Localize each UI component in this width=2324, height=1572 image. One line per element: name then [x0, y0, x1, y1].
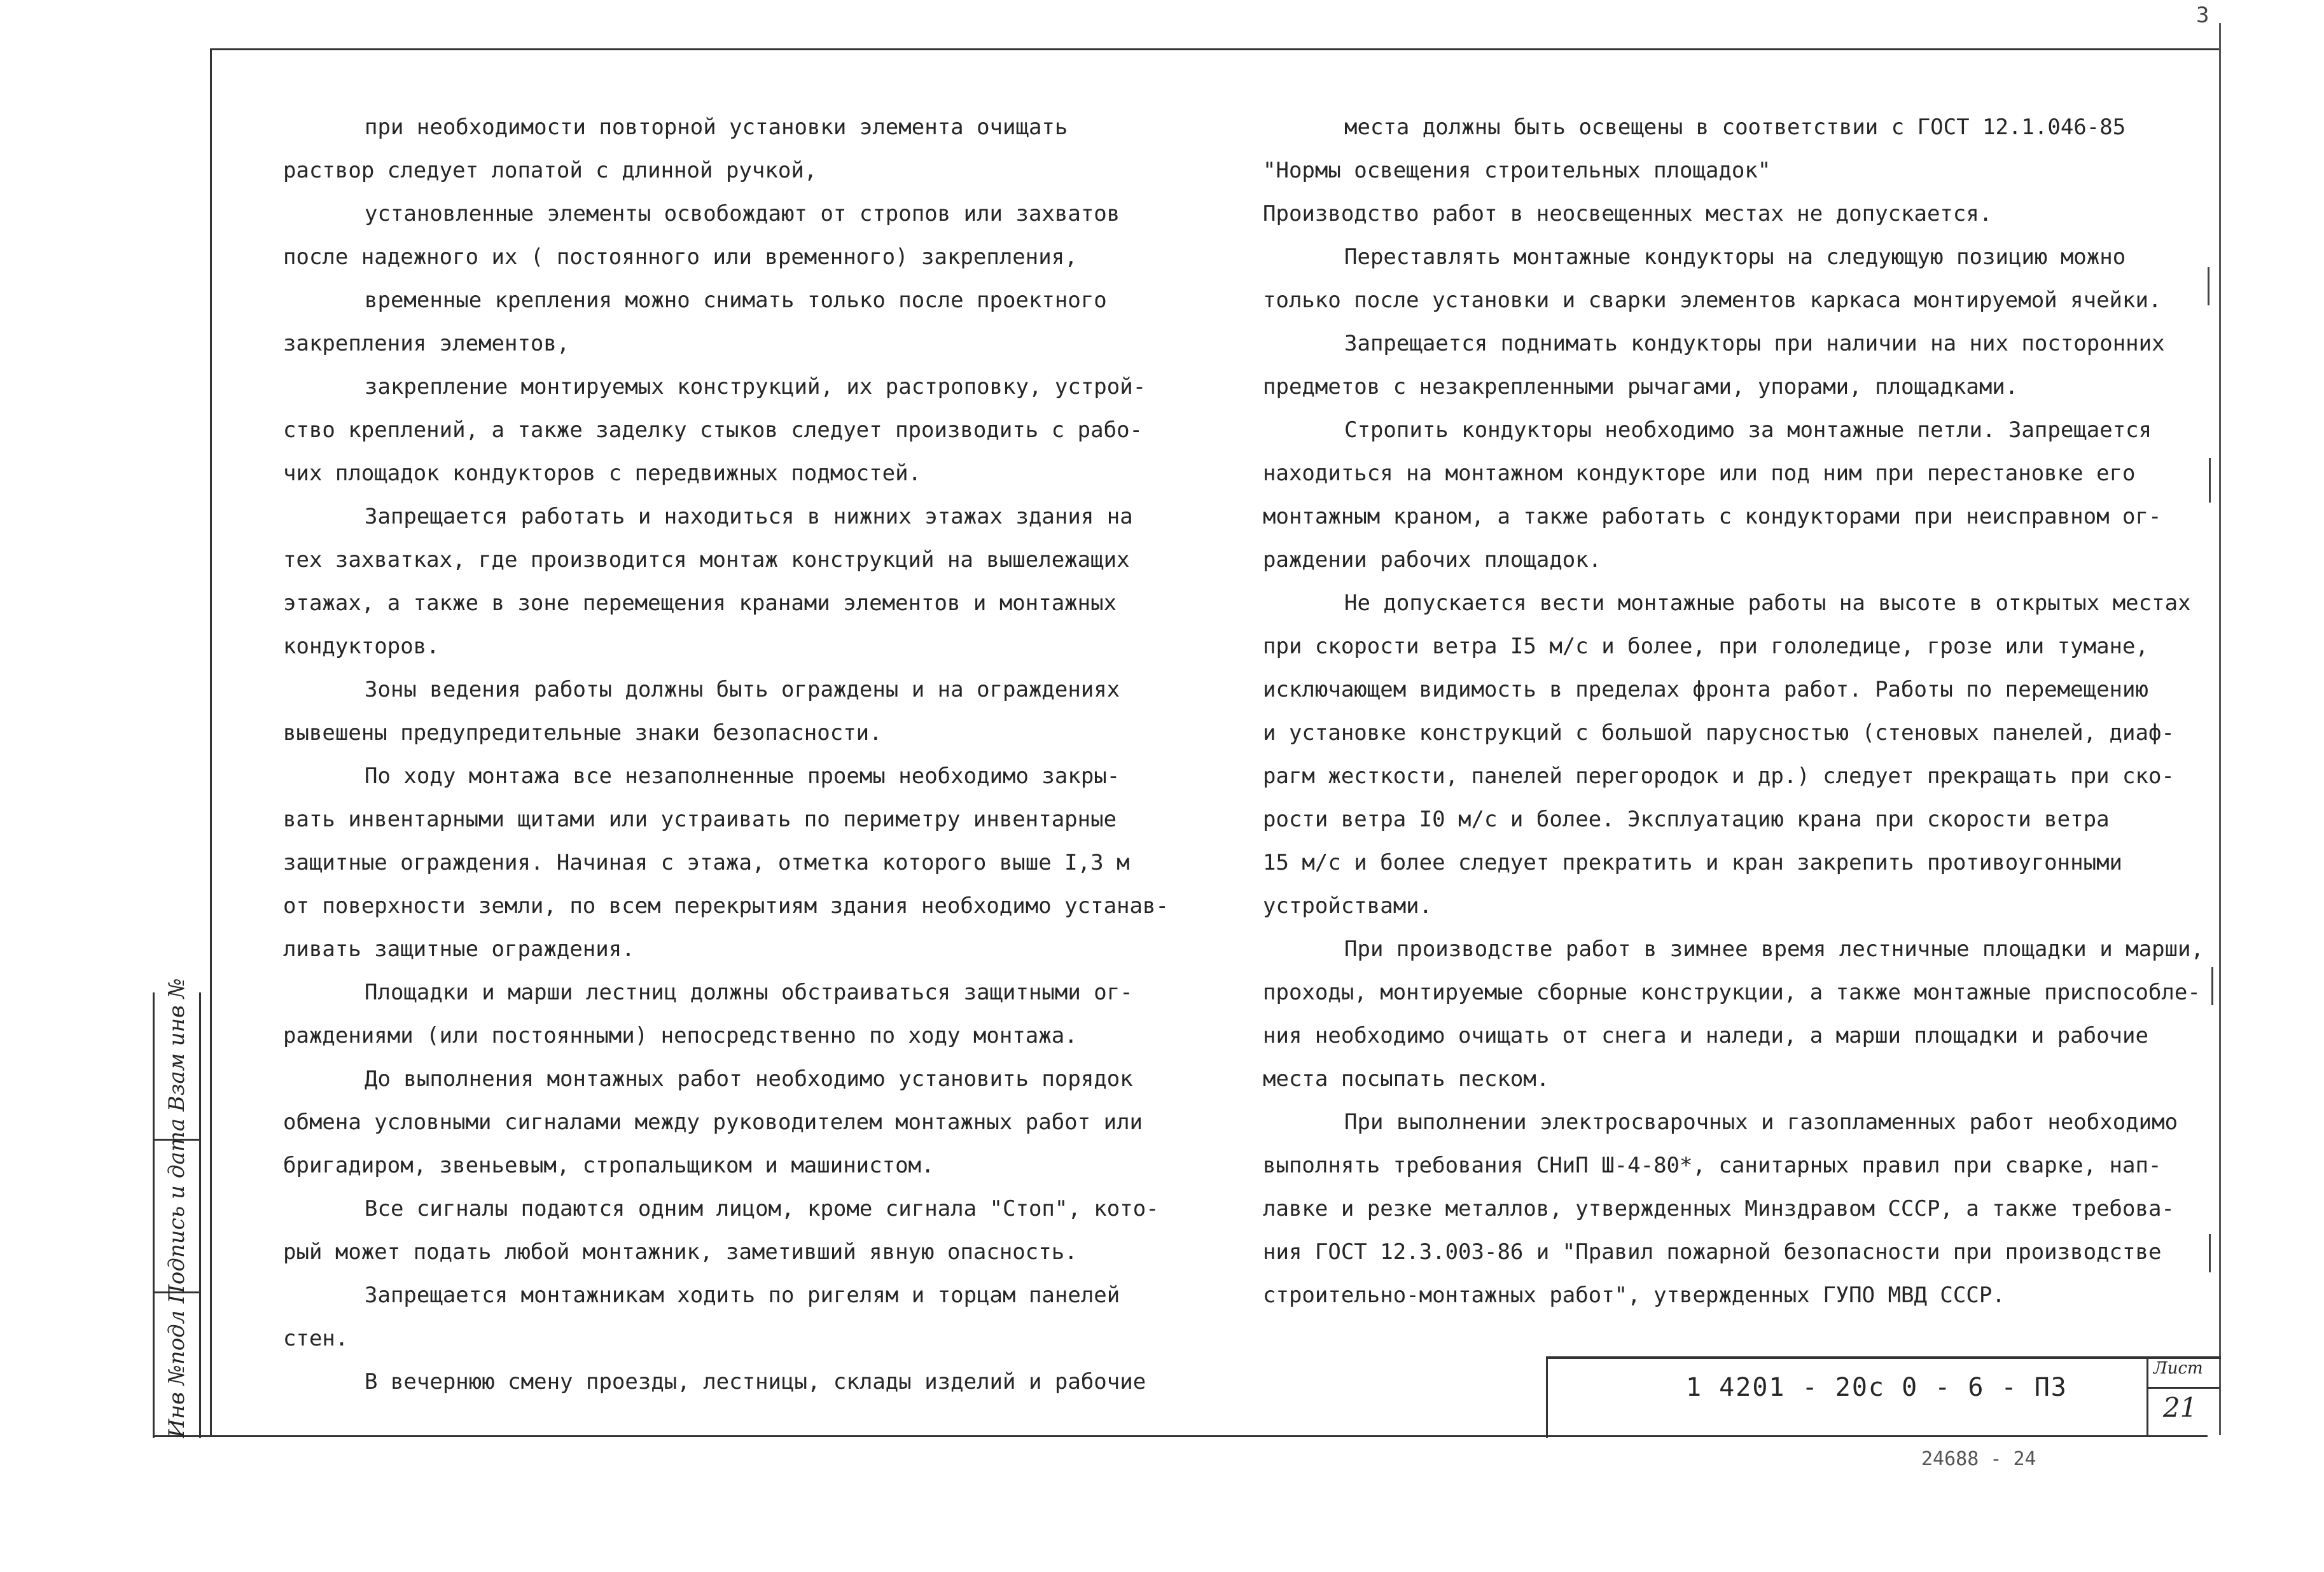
text-line: защитные ограждения. Начиная с этажа, отметка которого выше I,3 м [283, 850, 1130, 875]
text-line: "Нормы освещения строительных площадок" [1263, 158, 1771, 183]
text-line: лавке и резке металлов, утвержденных Минздравом СССР, а также требова- [1263, 1196, 2174, 1221]
inventory-number: 24688 - 24 [1921, 1448, 2036, 1470]
margin-mark [2209, 1234, 2211, 1272]
text-line: Стропить кондукторы необходимо за монтажные петли. Запрещается [1344, 417, 2152, 443]
paragraph [283, 495, 1161, 668]
text-line: рый может подать любой монтажник, заметивший явную опасность. [283, 1239, 1078, 1265]
text-line: 15 м/с и более следует прекратить и кран закрепить противоугонными [1263, 850, 2123, 875]
paragraph [1263, 322, 2204, 408]
text-line: рагм жесткости, панелей перегородок и др.) следует прекращать при ско- [1263, 763, 2174, 789]
text-line: только после установки и сварки элементов каркаса монтируемой ячейки. [1263, 288, 2162, 313]
text-line: вать инвентарными щитами или устраивать по периметру инвентарные [283, 807, 1117, 832]
text-line: при скорости ветра I5 м/с и более, при гололедице, грозе или тумане, [1263, 634, 2148, 659]
margin-mark [2209, 458, 2211, 503]
frame-right-line [2219, 23, 2221, 1435]
paragraph [283, 106, 1161, 192]
paragraph [283, 1057, 1161, 1187]
paragraph [283, 279, 1161, 365]
paragraph [1263, 106, 2204, 235]
margin-mark [2211, 967, 2213, 1005]
text-line: До выполнения монтажных работ необходимо установить порядок [365, 1066, 1133, 1092]
sheet-cell-divider [2148, 1387, 2220, 1389]
text-line: Запрещается работать и находиться в нижних этажах здания на [365, 504, 1133, 529]
paragraph [283, 668, 1161, 755]
text-line: ния необходимо очищать от снега и наледи, а марши площадки и рабочие [1263, 1023, 2148, 1048]
text-line: исключающем видимость в пределах фронта работ. Работы по перемещению [1263, 677, 2148, 702]
corner-mark: 3 [2196, 3, 2209, 28]
text-line: По ходу монтажа все незаполненные проемы необходимо закры- [365, 763, 1120, 789]
text-line: Площадки и марши лестниц должны обстраиваться защитными ог- [365, 980, 1133, 1005]
text-line: ния ГОСТ 12.3.003-86 и "Правил пожарной безопасности при производстве [1263, 1239, 2162, 1265]
side-stamp-text: Инв №подл Подпись и дата Взам инв № [164, 978, 190, 1438]
text-line: устройствами. [1263, 893, 1433, 919]
right-text-column [1263, 106, 2204, 1317]
text-line: кондукторов. [283, 634, 440, 659]
text-line: Не допускается вести монтажные работы на высоте в открытых местах [1344, 590, 2191, 616]
text-line: стен. [283, 1326, 349, 1351]
paragraph [283, 192, 1161, 279]
text-line: чих площадок кондукторов с передвижных подмостей. [283, 461, 922, 486]
text-line: строительно-монтажных работ", утвержденных ГУПО МВД СССР. [1263, 1283, 2005, 1308]
side-stamp [153, 978, 201, 1438]
paragraph [283, 755, 1169, 971]
text-line: Все сигналы подаются одним лицом, кроме сигнала "Стоп", кото- [365, 1196, 1159, 1221]
paragraph [1263, 928, 2204, 1101]
text-line: после надежного их ( постоянного или временного) закрепления, [283, 244, 1078, 270]
paragraph [283, 971, 1161, 1057]
text-line: места должны быть освещены в соответствии с ГОСТ 12.1.046-85 [1344, 115, 2126, 140]
paragraph [1263, 408, 2204, 581]
text-line: бригадиром, звеньевым, стропальщиком и машинистом. [283, 1153, 935, 1178]
margin-mark [2208, 267, 2209, 305]
paragraph [283, 1360, 1161, 1403]
left-text-column [283, 106, 1169, 1403]
text-line: Переставлять монтажные кондукторы на следующую позицию можно [1344, 244, 2126, 270]
text-line: проходы, монтируемые сборные конструкции, а также монтажные приспособле- [1263, 980, 2201, 1005]
sheet-label: Лист [2154, 1359, 2203, 1378]
document-code: 1 4201 - 20с 0 - 6 - ПЗ [1686, 1373, 2068, 1402]
text-line: от поверхности земли, по всем перекрытиям здания необходимо устанав- [283, 893, 1169, 919]
text-line: и установке конструкций с большой парусностью (стеновых панелей, диаф- [1263, 720, 2174, 746]
text-line: вывешены предупредительные знаки безопасности. [283, 720, 882, 746]
text-line: ливать защитные ограждения. [283, 936, 635, 962]
text-line: Запрещается монтажникам ходить по ригелям и торцам панелей [365, 1283, 1120, 1308]
paragraph [283, 1274, 1161, 1360]
text-line: выполнять требования СНиП Ш-4-80*, санитарных правил при сварке, нап- [1263, 1153, 2162, 1178]
text-line: места посыпать песком. [1263, 1066, 1550, 1092]
text-line: Зоны ведения работы должны быть ограждены и на ограждениях [365, 677, 1120, 702]
text-line: раствор следует лопатой с длинной ручкой, [283, 158, 818, 183]
text-line: раждениями (или постоянными) непосредственно по ходу монтажа. [283, 1023, 1078, 1048]
text-line: установленные элементы освобождают от стропов или захватов [365, 201, 1120, 226]
text-line: монтажным краном, а также работать с кондукторами при неисправном ог- [1263, 504, 2162, 529]
text-line: рости ветра I0 м/с и более. Эксплуатацию крана при скорости ветра [1263, 807, 2110, 832]
paragraph [1263, 581, 2204, 928]
text-line: При производстве работ в зимнее время лестничные площадки и марши, [1344, 936, 2204, 962]
text-line: В вечернюю смену проезды, лестницы, склады изделий и рабочие [365, 1369, 1146, 1395]
frame-top-line [210, 48, 2220, 50]
text-line: закрепление монтируемых конструкций, их растроповку, устрой- [365, 374, 1146, 400]
text-line: Запрещается поднимать кондукторы при наличии на них посторонних [1344, 331, 2165, 356]
paragraph [1263, 235, 2204, 322]
text-line: При выполнении электросварочных и газопламенных работ необходимо [1344, 1109, 2178, 1135]
text-line: этажах, а также в зоне перемещения кранами элементов и монтажных [283, 590, 1117, 616]
text-line: тех захватках, где производится монтаж конструкций на вышележащих [283, 547, 1130, 573]
paragraph [1263, 1101, 2204, 1317]
text-line: закрепления элементов, [283, 331, 570, 356]
text-line: Производство работ в неосвещенных местах не допускается. [1263, 201, 1993, 226]
text-line: раждении рабочих площадок. [1263, 547, 1602, 573]
sheet-number: 21 [2163, 1392, 2197, 1423]
text-line: при необходимости повторной установки элемента очищать [365, 115, 1068, 140]
text-line: предметов с незакрепленными рычагами, упорами, площадками. [1263, 374, 2019, 400]
paragraph [283, 1187, 1161, 1274]
text-line: временные крепления можно снимать только после проектного [365, 288, 1107, 313]
paragraph [283, 365, 1161, 495]
text-line: находиться на монтажном кондукторе или под ним при перестановке его [1263, 461, 2136, 486]
text-line: ство креплений, а также заделку стыков следует производить с рабо- [283, 417, 1143, 443]
text-line: обмена условными сигналами между руководителем монтажных работ или [283, 1109, 1143, 1135]
